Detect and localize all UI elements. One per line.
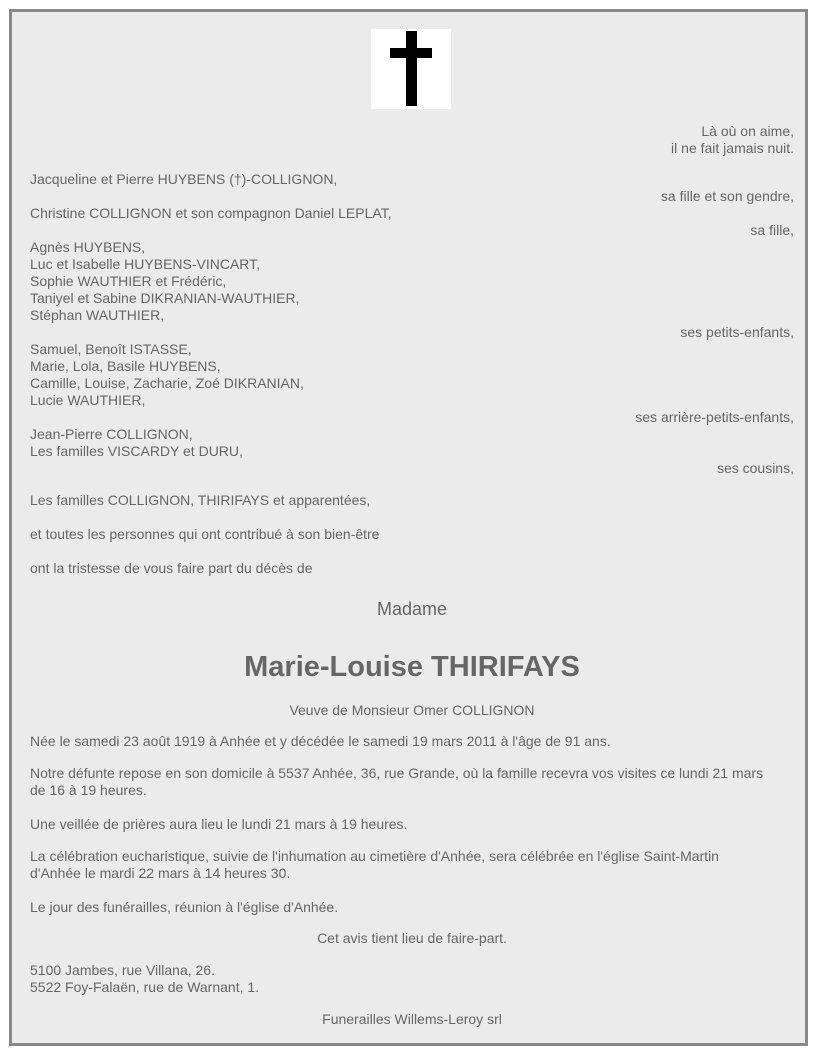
family-line: Marie, Lola, Basile HUYBENS, xyxy=(30,358,221,374)
family-line: Jacqueline et Pierre HUYBENS (†)-COLLIGNON, xyxy=(30,171,338,187)
family-line: et toutes les personnes qui ont contribué à son bien-être xyxy=(30,526,380,542)
repose-line: de 16 à 19 heures. xyxy=(30,782,147,798)
relation-label: sa fille, xyxy=(750,222,794,238)
address-line: 5100 Jambes, rue Villana, 26. xyxy=(30,962,215,978)
notice-line: Cet avis tient lieu de faire-part. xyxy=(317,930,507,946)
family-line: Jean-Pierre COLLIGNON, xyxy=(30,426,193,442)
family-line: Stéphan WAUTHIER, xyxy=(30,307,165,323)
family-line: Camille, Louise, Zacharie, Zoé DIKRANIAN, xyxy=(30,375,304,391)
family-line: Agnès HUYBENS, xyxy=(30,239,146,255)
family-line: Les familles VISCARDY et DURU, xyxy=(30,443,243,459)
cross-icon xyxy=(371,29,451,109)
relation-label: ses arrière-petits-enfants, xyxy=(635,409,794,425)
ceremony-line: La célébration eucharistique, suivie de l'inhumation au cimetière d'Anhée, sera célébrée en l'église Saint-Martin xyxy=(30,848,719,864)
quote-line: il ne fait jamais nuit. xyxy=(671,140,794,156)
widow-of-line: Veuve de Monsieur Omer COLLIGNON xyxy=(289,702,535,718)
deceased-name: Marie-Louise THIRIFAYS xyxy=(244,651,580,683)
family-line: Les familles COLLIGNON, THIRIFAYS et apparentées, xyxy=(30,492,371,508)
relation-label: ses petits-enfants, xyxy=(680,324,794,340)
obituary-notice xyxy=(9,9,808,1046)
family-line: Sophie WAUTHIER et Frédéric, xyxy=(30,273,227,289)
announcement-line: ont la tristesse de vous faire part du décès de xyxy=(30,560,313,576)
quote-line: Là où on aime, xyxy=(701,123,794,139)
relation-label: ses cousins, xyxy=(716,460,794,476)
address-line: 5522 Foy-Falaën, rue de Warnant, 1. xyxy=(30,979,260,995)
relation-label: sa fille et son gendre, xyxy=(660,188,794,204)
family-line: Taniyel et Sabine DIKRANIAN-WAUTHIER, xyxy=(30,290,300,306)
ceremony-line: d'Anhée le mardi 22 mars à 14 heures 30. xyxy=(30,865,291,881)
repose-line: Notre défunte repose en son domicile à 5537 Anhée, 36, rue Grande, où la famille recevra vos visites ce lundi 21 mars xyxy=(30,765,764,781)
funeral-home: Funerailles Willems-Leroy srl xyxy=(322,1011,502,1027)
family-line: Samuel, Benoît ISTASSE, xyxy=(30,341,192,357)
family-line: Luc et Isabelle HUYBENS-VINCART, xyxy=(30,256,261,272)
family-line: Lucie WAUTHIER, xyxy=(30,392,146,408)
birth-death-line: Née le samedi 23 août 1919 à Anhée et y décédée le samedi 19 mars 2011 à l'âge de 91 ans. xyxy=(30,733,611,749)
vigil-line: Une veillée de prières aura lieu le lundi 21 mars à 19 heures. xyxy=(30,816,408,832)
deceased-title: Madame xyxy=(376,599,448,619)
family-line: Christine COLLIGNON et son compagnon Daniel LEPLAT, xyxy=(30,205,392,221)
meeting-line: Le jour des funérailles, réunion à l'église d'Anhée. xyxy=(30,899,339,915)
